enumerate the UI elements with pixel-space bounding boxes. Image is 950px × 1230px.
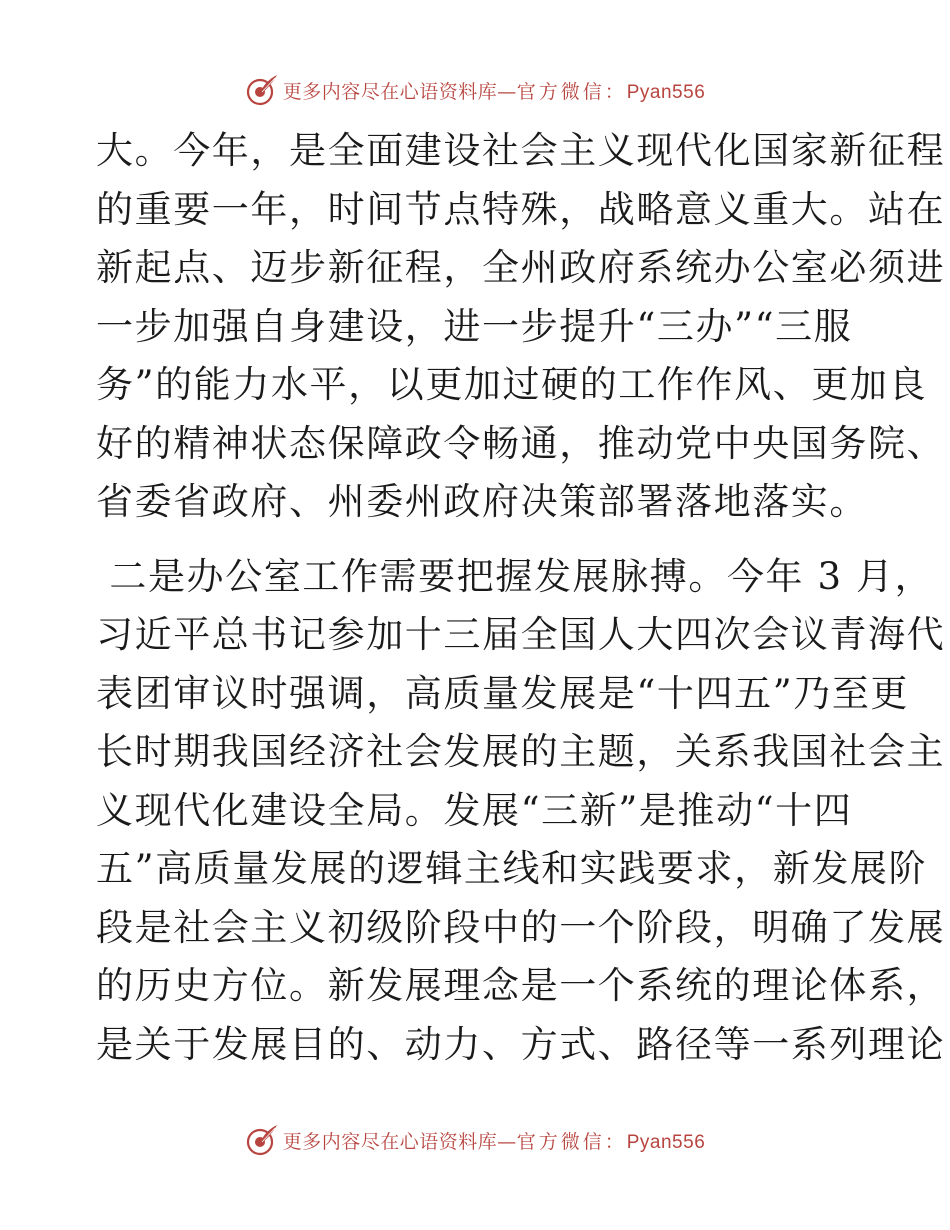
- banner-official-label: 官方微信：: [516, 1130, 627, 1153]
- banner-dash: —: [497, 1130, 517, 1153]
- text-line: 大。今年，是全面建设社会主义现代化国家新征程: [96, 129, 946, 172]
- text-line: 二是办公室工作需要把握发展脉搏。今年 3 月，: [96, 554, 934, 598]
- banner-site-text: 更多内容尽在心语资料库: [282, 80, 498, 103]
- banner-official-label: 官方微信：: [516, 80, 627, 103]
- banner-dash: —: [497, 80, 517, 103]
- text-line: 义现代化建设全局。发展“三新”是推动“十四: [96, 788, 853, 832]
- text-line: 五”高质量发展的逻辑主线和实践要求，新发展阶: [96, 847, 928, 890]
- banner-text: [283, 1127, 706, 1154]
- text-line: 的历史方位。新发展理念是一个系统的理论体系，: [96, 964, 946, 1007]
- text-line: 好的精神状态保障政令畅通，推动党中央国务院、: [96, 421, 946, 465]
- paragraph: [96, 548, 946, 1075]
- text-line: 的重要一年，时间节点特殊，战略意义重大。站在: [96, 187, 946, 231]
- banner-text: [283, 77, 706, 104]
- text-line: 是关于发展目的、动力、方式、路径等一系列理论: [96, 1022, 946, 1066]
- header-banner: [0, 70, 950, 110]
- text-line: 务”的能力水平，以更加过硬的工作作风、更加良: [96, 363, 928, 406]
- footer-banner: [0, 1120, 950, 1160]
- text-line: 新起点、迈步新征程，全州政府系统办公室必须进: [96, 246, 946, 289]
- paragraph: [96, 122, 946, 532]
- banner-wechat-id: Pyan556: [626, 81, 706, 103]
- document-body: [96, 122, 946, 1074]
- text-line: 长时期我国经济社会发展的主题，关系我国社会主: [96, 730, 946, 773]
- feather-logo-icon: [245, 1123, 279, 1157]
- banner-wechat-id: Pyan556: [626, 1131, 706, 1153]
- paragraph-gap: [96, 532, 856, 548]
- text-line: 表团审议时强调，高质量发展是“十四五”乃至更: [96, 671, 910, 715]
- text-line: 段是社会主义初级阶段中的一个阶段，明确了发展: [96, 905, 946, 949]
- feather-logo-icon: [245, 73, 279, 107]
- text-line: 一步加强自身建设，进一步提升“三办”“三服: [96, 304, 853, 348]
- text-line: 省委省政府、州委州政府决策部署落地落实。: [96, 480, 868, 523]
- text-line: 习近平总书记参加十三届全国人大四次会议青海代: [96, 613, 946, 656]
- banner-site-text: 更多内容尽在心语资料库: [282, 1130, 498, 1153]
